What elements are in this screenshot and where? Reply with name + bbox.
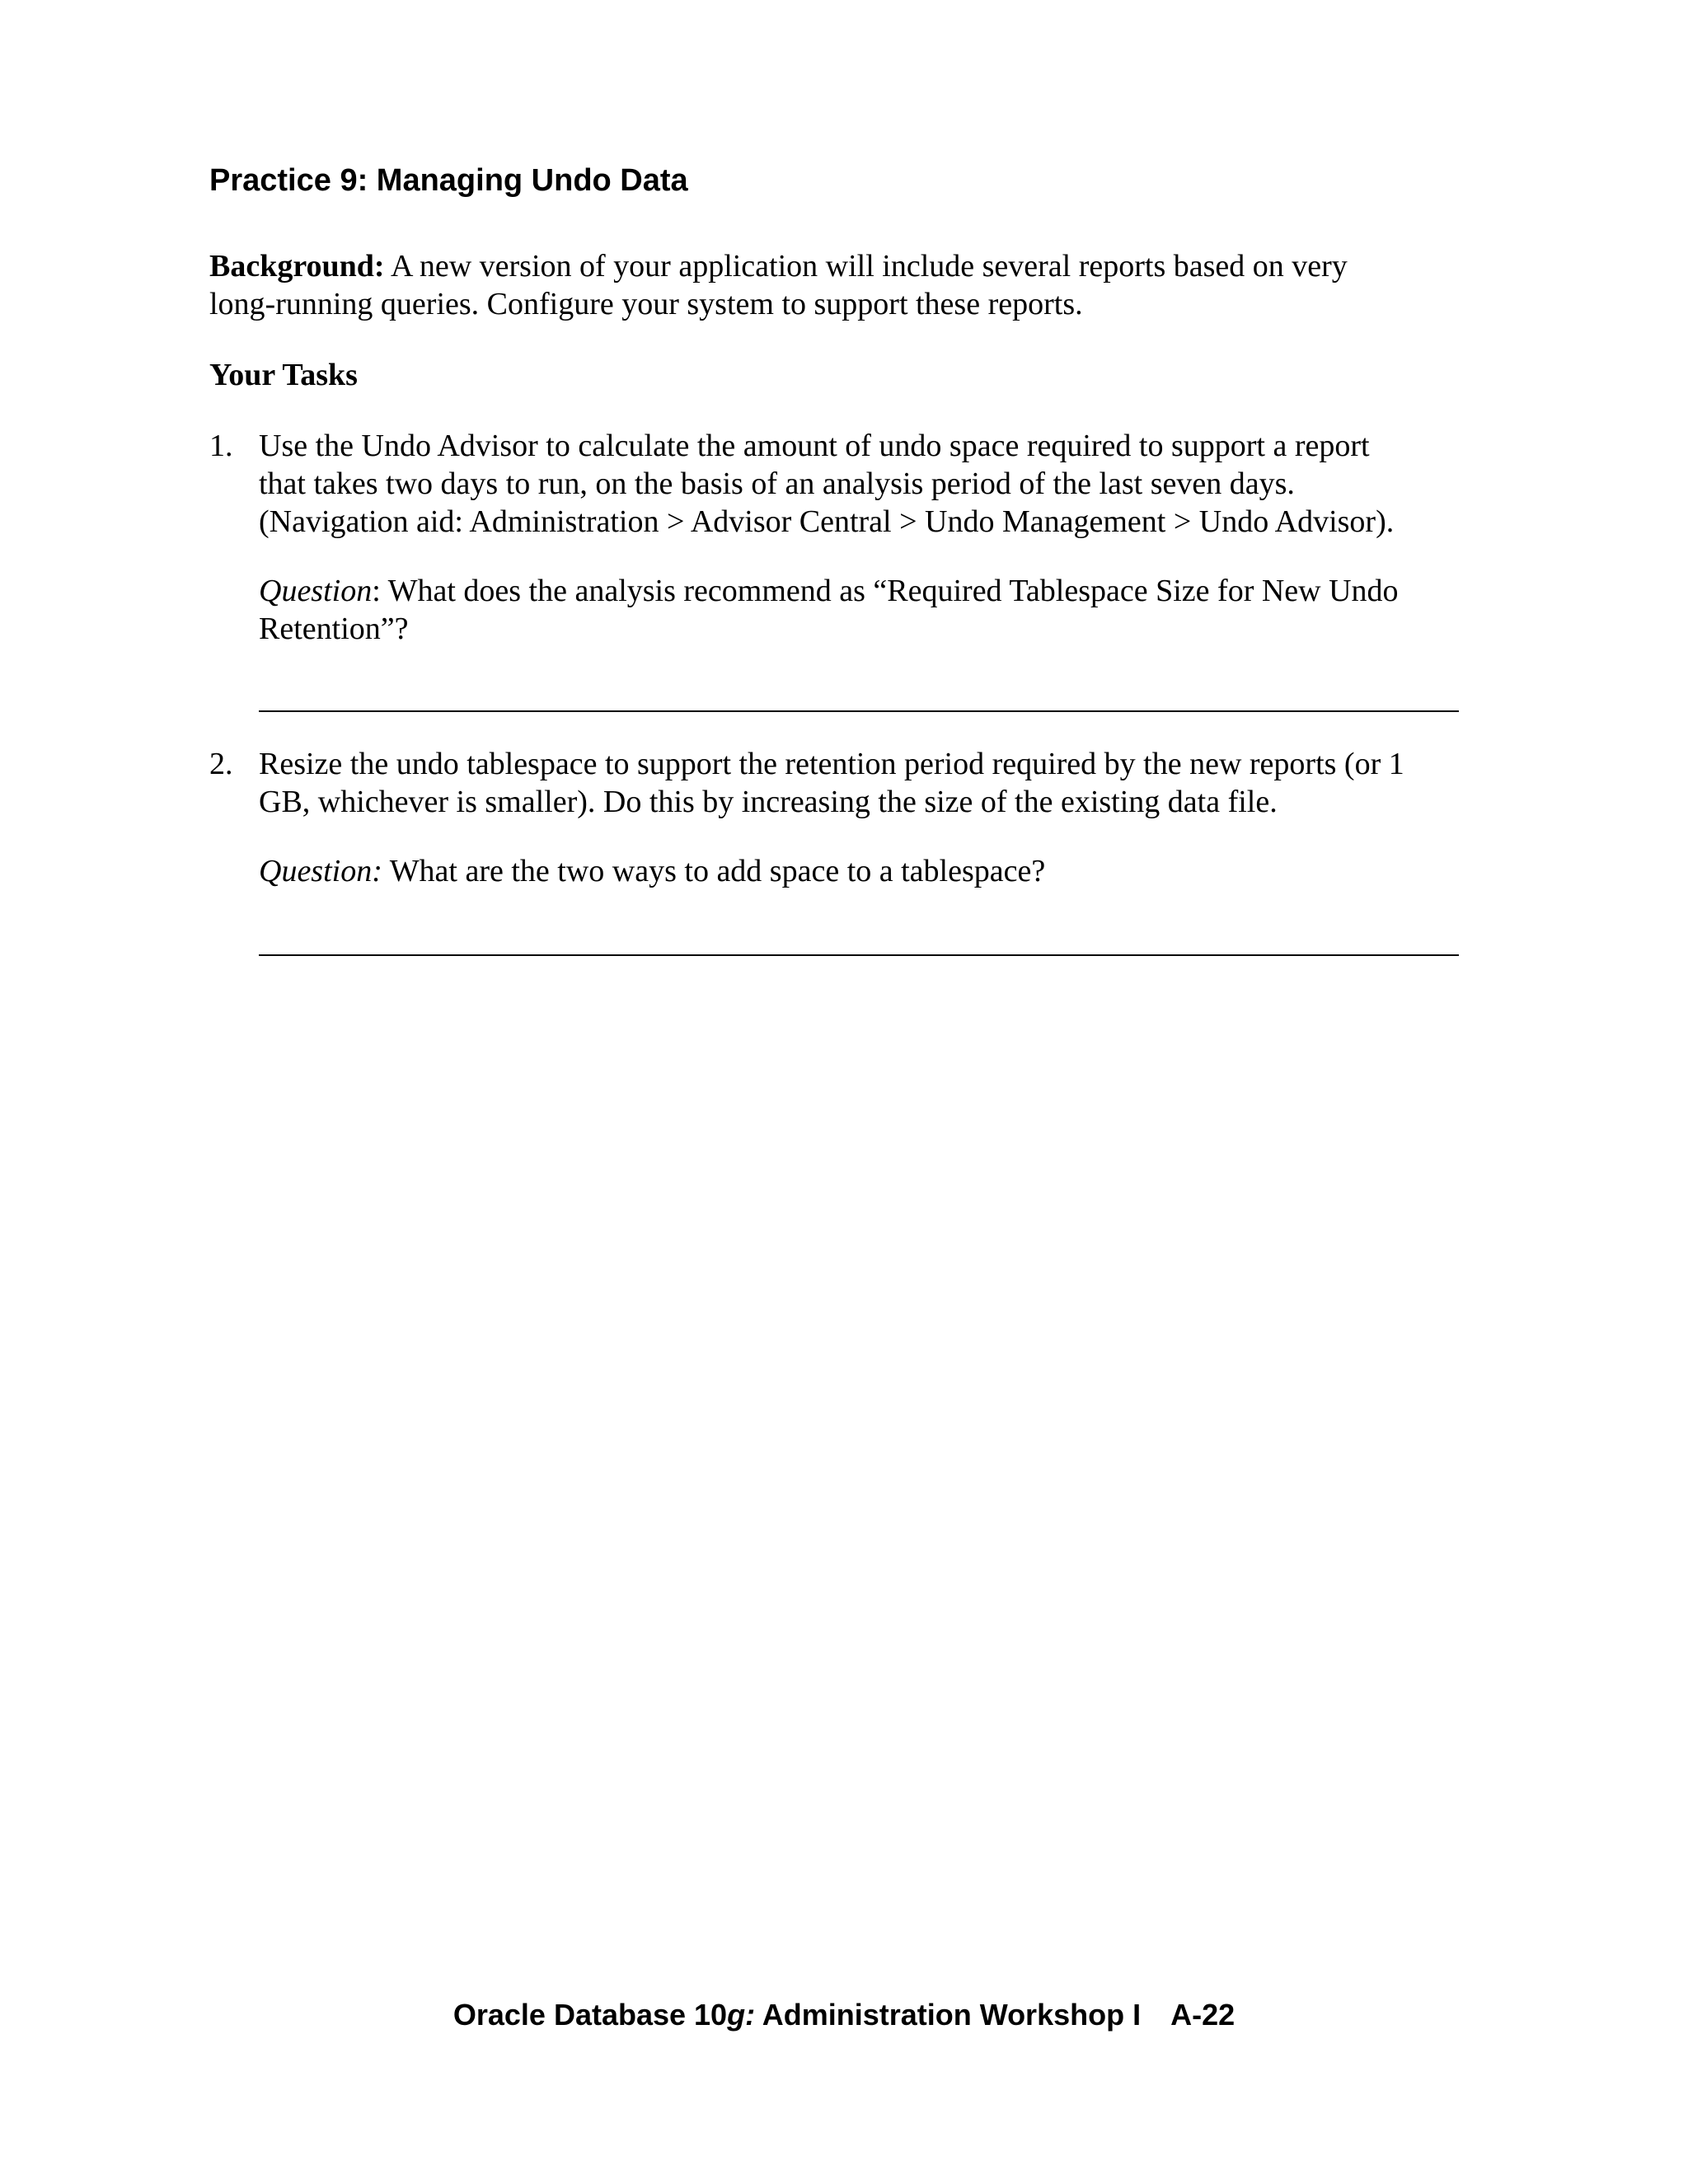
background-paragraph [209, 247, 1348, 323]
task-2-line-2: GB, whichever is smaller). Do this by increasing the size of the existing data file. [259, 785, 1278, 819]
task-1-question-label: Question [259, 574, 373, 608]
footer-title-italic: g: [727, 1998, 756, 2032]
task-1-number: 1. [209, 429, 233, 463]
task-1-line-1: Use the Undo Advisor to calculate the amount of undo space required to support a report [259, 429, 1370, 463]
footer-title-suffix: Administration Workshop I [755, 1998, 1142, 2032]
footer-page-number: A-22 [1170, 1998, 1236, 2032]
background-text-1: A new version of your application will include several reports based on very [384, 249, 1348, 284]
page-footer [0, 1998, 1688, 2032]
task-1-question [259, 572, 1399, 648]
task-1-question-text-1: : What does the analysis recommend as “Required Tablespace Size for New Undo [372, 574, 1399, 608]
task-1-text [259, 427, 1394, 541]
task-1-line-2: that takes two days to run, on the basis of an analysis period of the last seven days. [259, 466, 1295, 501]
task-1-question-text-2: Retention”? [259, 612, 409, 646]
task-2-question-text-1: What are the two ways to add space to a tablespace? [382, 854, 1046, 888]
footer-title-prefix: Oracle Database 10 [452, 1998, 728, 2032]
task-2-question-line-1 [259, 852, 1045, 890]
task-2-question [259, 852, 1045, 890]
task-2-number: 2. [209, 747, 233, 781]
background-text-2: long-running queries. Configure your system to support these reports. [209, 287, 1083, 321]
task-1-line-3: (Navigation aid: Administration > Advisor Central > Undo Management > Undo Advisor). [259, 504, 1395, 539]
task-2-text [259, 745, 1404, 821]
task-2-line-1: Resize the undo tablespace to support the retention period required by the new reports (or 1 [259, 747, 1404, 781]
answer-line-2 [259, 954, 1459, 956]
tasks-heading: Your Tasks [209, 358, 358, 392]
task-2-question-label: Question: [259, 854, 382, 888]
background-line-1 [209, 247, 1348, 285]
answer-line-1 [259, 710, 1459, 712]
page-title: Practice 9: Managing Undo Data [209, 163, 688, 198]
task-1-question-line-1 [259, 572, 1399, 610]
background-label: Background: [209, 249, 385, 284]
